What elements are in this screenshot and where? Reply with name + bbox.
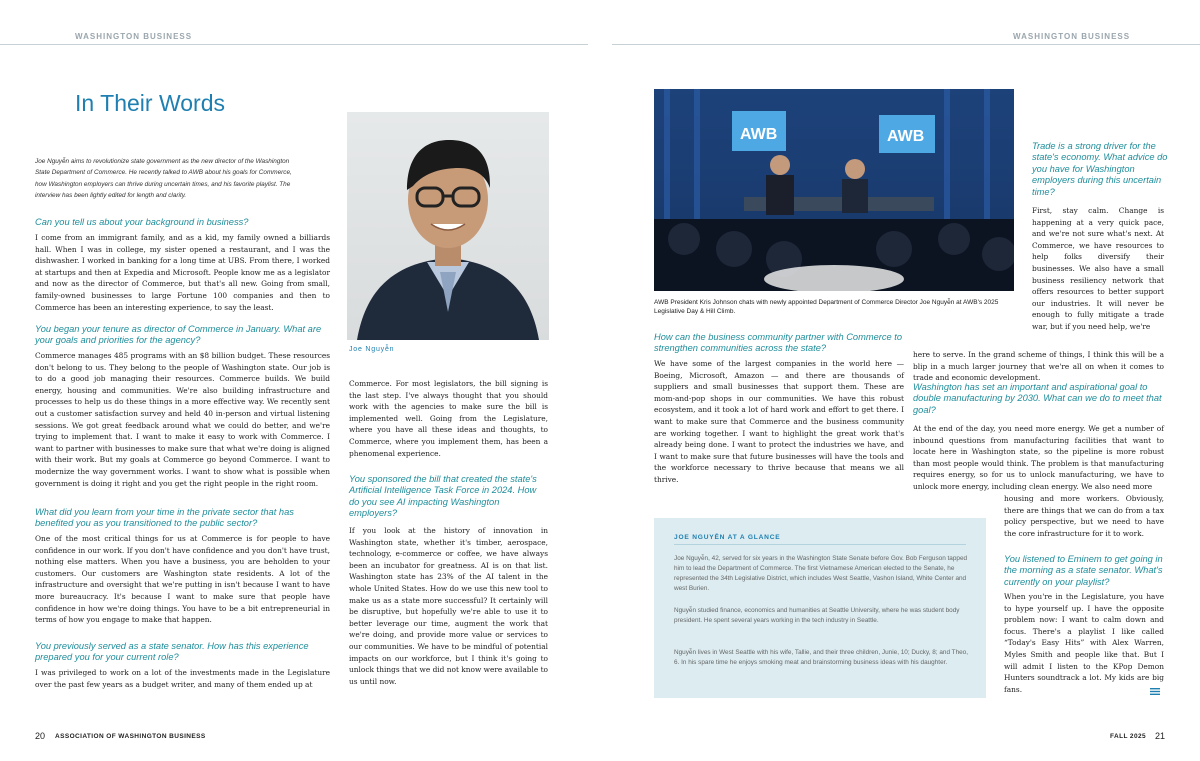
question-2: You began your tenure as director of Commerce in January. What are your goals and priorities for the agency?	[35, 324, 322, 346]
answer-8-part-2: housing and more workers. Obviously, there are things that we can do from a tax policy perspective, but we need to have the core infrastructure for it to work.	[1004, 494, 1164, 538]
header-rule-left	[0, 44, 588, 45]
event-photo-caption: AWB President Kris Johnson chats with newly appointed Department of Commerce Director Joe Nguyễn at AWB's 2025 Legislative Day & Hill Climb.	[654, 299, 999, 315]
event-photo	[654, 89, 1014, 291]
page-title: In Their Words	[75, 90, 225, 116]
event-scene	[654, 89, 1014, 291]
footer-issue: FALL 2025	[1110, 733, 1146, 740]
question-3: What did you learn from your time in the private sector that has benefited you as you transitioned to the public sector?	[35, 507, 294, 529]
page-number-right: 21	[1155, 731, 1166, 741]
header-rule-right	[612, 44, 1200, 45]
answer-5: If you look at the history of innovation in Washington state, whether it's timber, aerospace, technology, e-commerce or coffee, we have always been an incubator for greatness. AI is on that list. Washington state has 23% of the AI talent in the whole United States. How do we use this new tool to make us as a state more successful? It certainly will be disruptive, but hopefully we're able to use it to better leverage our time, augment the work that we're doing, and provide more value or services to our communities. We have to be mindful of potential impacts on our workforce, but I think it's going to unlock things that we did not know were available to us until now.	[349, 526, 548, 686]
answer-1: I come from an immigrant family, and as a kid, my family owned a billiards hall. When I was in college, my sister opened a restaurant, and I was the dishwasher. I worked in banking for a long time at UBS. From there, I worked at startups and then at Expedia and Microsoft. People know me as a legislator and now as the director of Commerce, but that's all new. Going from small, family-owned businesses to large Fortune 100 companies and then to Commerce has been an interesting experience, to say the least.	[35, 233, 330, 312]
at-a-glance-p1: Joe Nguyễn, 42, served for six years in the Washington State Senate before Gov. Bob Ferguson tapped him to lead the Department of Commerce. The first Vietnamese American elected to the Senate, he represented the 34th Legislative District, which includes West Seattle, Vashon Island, White Center and west Burien.	[674, 555, 968, 592]
answer-7-part-1: First, stay calm. Change is happening at a very quick pace, and we're not sure what's next. At Commerce, we have resources to help folks diversify their businesses. We also have a small business resiliency network that offers resources to better support our industries. It will never be enough to fully mitigate a trade war, but if you need help, we're	[1032, 206, 1164, 331]
at-a-glance-p3: Nguyễn lives in West Seattle with his wife, Tallie, and their three children, Junie, 10; Ducky, 8; and Theo, 6. In his spare time he enjoys smoking meat and brainstorming business ideas with his daughter.	[674, 649, 969, 666]
intro-paragraph: Joe Nguyễn aims to revolutionize state government as the new director of the Washington State Department of Commerce. He recently talked to AWB about his goals for Commerce, how Washington employers can thrive during uncertain times, and his favorite playlist. The interview has been lightly edited for length and clarity.	[35, 158, 292, 200]
svg-text:AWB: AWB	[740, 126, 778, 143]
footer-org: ASSOCIATION OF WASHINGTON BUSINESS	[55, 733, 206, 740]
answer-6: We have some of the largest companies in the world here — Boeing, Microsoft, Amazon — and there are thousands of suppliers and small businesses that support them. These are mom-and-pop shops in our communities. We have this robust ecosystem, and it took a lot of hard work and effort to get there. I want to make sure that Commerce and the business community are working together. I want to highlight the great work that's already being done. I want to protect the industries we have, and I want to make sure that future businesses will have the tools and the workforce necessary to thrive because that means we all thrive.	[654, 359, 904, 484]
answer-4-part-1: I was privileged to work on a lot of the investments made in the Legislature over the past few years as a budget writer, and many of them ended up at	[35, 668, 330, 689]
page-number-left: 20	[35, 731, 46, 741]
at-a-glance-p2: Nguyễn studied finance, economics and humanities at Seattle University, where he was student body president. He spent several years working in the tech industry in Seattle.	[674, 607, 960, 624]
end-mark-icon	[1150, 680, 1160, 687]
question-1: Can you tell us about your background in business?	[35, 217, 249, 227]
question-8: Washington has set an important and aspirational goal to double manufacturing by 2030. What can we do to meet that goal?	[913, 382, 1162, 415]
svg-text:AWB: AWB	[887, 128, 925, 145]
header-left: WASHINGTON BUSINESS	[75, 32, 193, 41]
answer-2: Commerce manages 485 programs with an $8 billion budget. These resources don't belong to us. They belong to the people of Washington state. Our job is to do a good job managing their resources. Commerce builds. We build energy, housing and communities. We're also building infrastructure and processes to help us do these things in a more effective way. We recently sent out a customer satisfaction survey and held 40 in-person and virtual listening sessions. We got great feedback around what we could do better, and we're trying to implement that. I want to make it easy to work with Commerce. I want to partner with businesses to make sure that what we're doing is aligned with their work. But my goals at Commerce go beyond Commerce. I want to modernize the way government works. I want to show what is possible when government is doing it right and you get the right people in the right room.	[35, 351, 330, 488]
portrait-figure	[347, 112, 549, 340]
header-right: WASHINGTON BUSINESS	[1013, 32, 1131, 41]
at-a-glance-box	[654, 518, 986, 698]
portrait-caption: Joe Nguyễn	[349, 346, 395, 353]
portrait-photo	[347, 112, 549, 340]
answer-3: One of the most critical things for us at Commerce is for people to have confidence in our work. If you don't have confidence and you don't have trust, nothing else matters. When you have a business, you are beholden to your customers. Our customers are Washington state residents. A lot of the infrastructure and oversight that we're putting in isn't because I want to have more bureaucracy. It's because I want to make sure that people have confidence in how we're doing things. You have to be a bit entrepreneurial in terms of how you engage to make that happen.	[35, 534, 330, 625]
answer-9: When you're in the Legislature, you have to hype yourself up. I have the opposite problem now: I want to calm down and focus. There's a playlist I like called “Today's Easy Hits” with Alex Warren, Myles Smith and people like that. But I will admit I listen to the KPop Demon Hunters soundtrack a lot. My kids are big fans.	[1004, 592, 1164, 694]
question-5: You sponsored the bill that created the state's Artificial Intelligence Task Force in 2024. How do you see AI impacting Washington employers?	[349, 474, 537, 519]
question-7: Trade is a strong driver for the state's economy. What advice do you have for Washington employers during this uncertain time?	[1032, 141, 1168, 197]
answer-7-part-2: here to serve. In the grand scheme of things, I think this will be a blip in a much larger journey that we're all on when it comes to trade and economic development.	[913, 350, 1164, 383]
at-a-glance-rule	[674, 544, 966, 545]
at-a-glance-title: JOE NGUYỄN AT A GLANCE	[674, 534, 781, 541]
answer-4-part-2: Commerce. For most legislators, the bill signing is the last step. I've always thought that you should work with the agencies to make sure the bill is implemented well. Going from the Legislature, where you have all these ideas and thoughts, to Commerce, where you implement them, has been a phenomenal experience.	[349, 379, 548, 458]
question-9: You listened to Eminem to get going in the morning as a state senator. What's currently on your playlist?	[1004, 554, 1163, 587]
answer-8-part-1: At the end of the day, you need more energy. We get a number of inbound questions from manufacturing facilities that want to locate here in Washington state, so the pipeline is more robust than most people would think. The problem is that manufacturing requires energy, so for us to unlock manufacturing, we have to unlock more energy, including clean energy. We also need more	[913, 424, 1164, 491]
question-4: You previously served as a state senator. How has this experience prepared you for your current role?	[35, 641, 309, 663]
question-6: How can the business community partner with Commerce to strengthen communities across the state?	[654, 332, 903, 354]
